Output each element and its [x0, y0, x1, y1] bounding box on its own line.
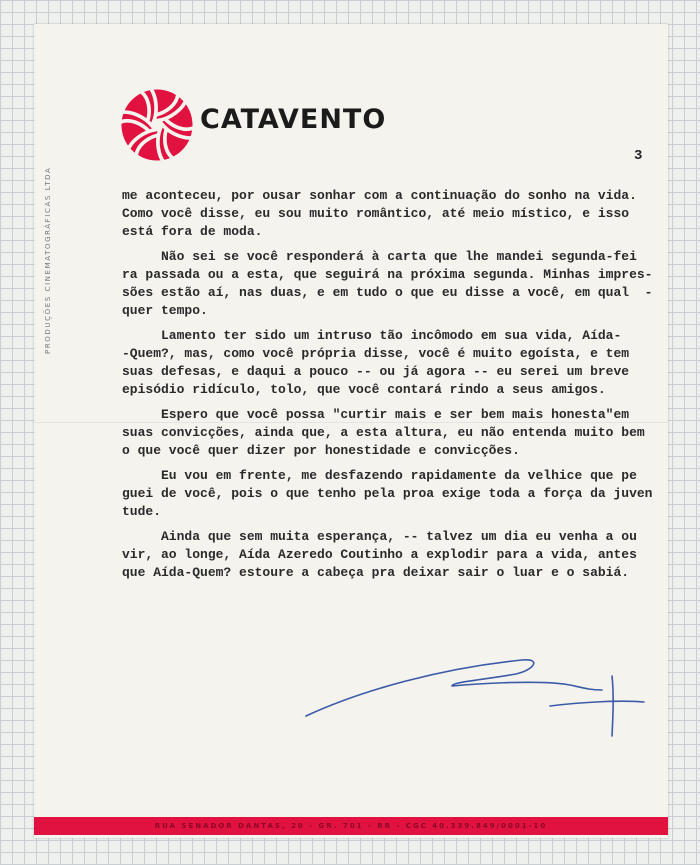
text-line: que Aída-Quem? estoure a cabeça pra deixar sair o luar e o sabiá. — [122, 565, 630, 580]
text-line: o que você quer dizer por honestidade e convicções. — [122, 443, 520, 458]
letter-sheet — [34, 24, 668, 838]
text-line: -Quem?, mas, como você própria disse, você é muito egoísta, e tem — [122, 346, 630, 361]
text-line: me aconteceu, por ousar sonhar com a continuação do sonho na vida. — [122, 188, 637, 203]
text-line: ra passada ou a esta, que seguirá na próxima segunda. Minhas impres- — [122, 267, 653, 282]
text-line: Lamento ter sido um intruso tão incômodo em sua vida, Aída- — [122, 328, 622, 343]
company-legal-name: PRODUÇÕES CINEMATOGRÁFICAS LTDA — [44, 166, 52, 354]
text-line: Não sei se você responderá à carta que lhe mandei segunda-fei — [122, 249, 637, 264]
page-number: 3 — [634, 148, 643, 164]
text-line: está fora de moda. — [122, 224, 263, 239]
text-line: suas convicções, ainda que, a esta altura, eu não entenda muito bem — [122, 425, 645, 440]
paragraph — [122, 467, 662, 521]
pinwheel-logo-icon — [120, 88, 194, 162]
company-address: RUA SENADOR DANTAS, 20 - GR. 701 - RR - CGC 40.339.849/0001-10 — [154, 822, 548, 830]
text-line: vir, ao longe, Aída Azeredo Coutinho a explodir para a vida, antes — [122, 547, 637, 562]
text-line: suas defesas, e daqui a pouco -- ou já agora -- eu serei um breve — [122, 364, 630, 379]
text-line: Como você disse, eu sou muito romântico, até meio místico, e isso — [122, 206, 630, 221]
handwritten-signature — [302, 630, 652, 740]
text-line: Ainda que sem muita esperança, -- talvez um dia eu venha a ou — [122, 529, 637, 544]
text-line: Espero que você possa "curtir mais e ser bem mais honesta"em — [122, 407, 630, 422]
text-line: sões estão aí, nas duas, e em tudo o que eu disse a você, em qual - — [122, 285, 653, 300]
text-line: episódio ridículo, tolo, que você contará rindo a seus amigos. — [122, 382, 606, 397]
paragraph — [122, 248, 662, 320]
paragraph — [122, 187, 662, 241]
letter-body — [122, 187, 662, 589]
paragraph — [122, 406, 662, 460]
paragraph — [122, 327, 662, 399]
footer-band — [34, 817, 668, 835]
text-line: Eu vou em frente, me desfazendo rapidamente da velhice que pe — [122, 468, 637, 483]
company-name: CATAVENTO — [200, 104, 387, 135]
paragraph — [122, 528, 662, 582]
text-line: tude. — [122, 504, 162, 519]
text-line: quer tempo. — [122, 303, 208, 318]
text-line: guei de você, pois o que tenho pela proa exige toda a força da juven — [122, 486, 653, 501]
